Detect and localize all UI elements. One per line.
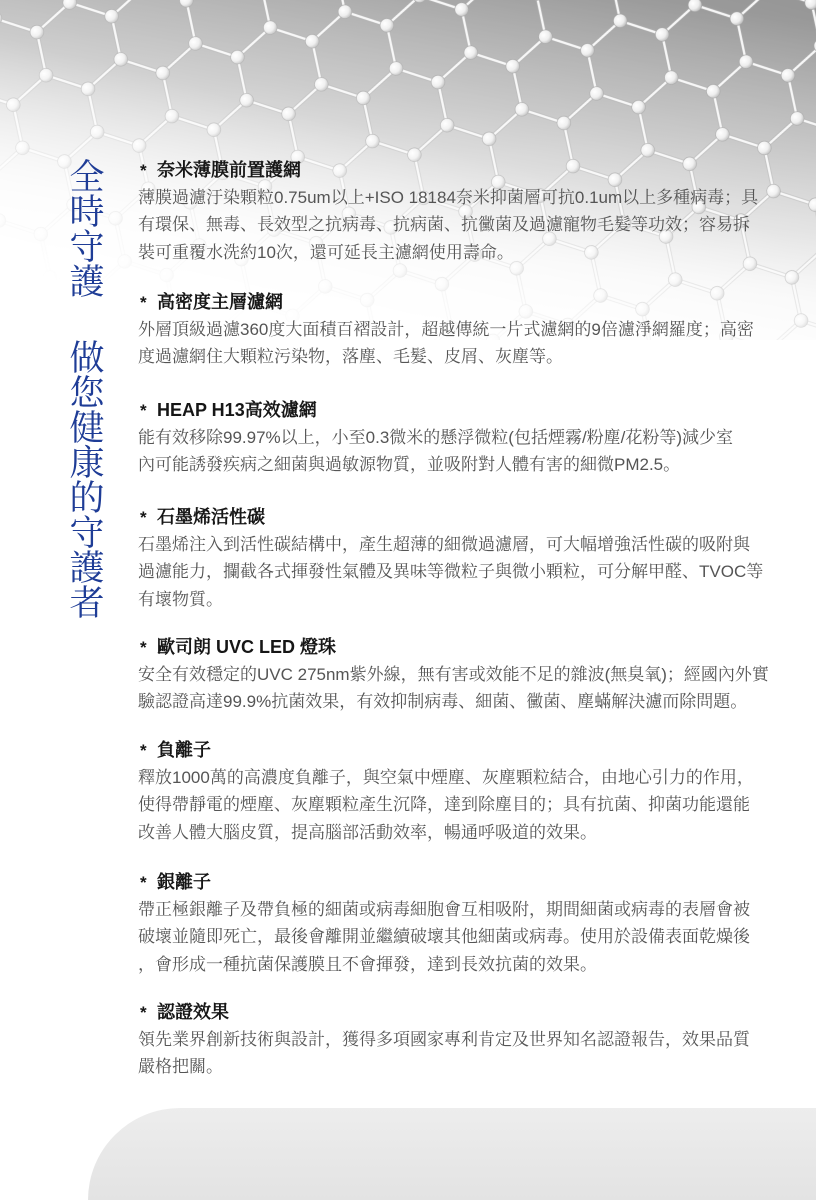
- footer-grey-band: [88, 1108, 816, 1200]
- bullet-asterisk: *: [140, 293, 147, 312]
- feature-description-line: 內可能誘發疾病之細菌與過敏源物質，並吸附對人體有害的細微PM2.5。: [138, 455, 681, 475]
- feature-title: 銀離子: [157, 872, 211, 892]
- feature-description-line: 驗認證高達99.9%抗菌效果，有效抑制病毒、細菌、黴菌、塵蟎解決濾而除問題。: [138, 692, 748, 712]
- slogan-line-1: 全時守護: [65, 158, 104, 298]
- feature-negative-ions: [138, 736, 788, 846]
- feature-certification: [138, 998, 788, 1081]
- feature-title-row: [138, 156, 788, 184]
- feature-description-line: 有壞物質。: [138, 589, 223, 609]
- feature-description-line: 安全有效穩定的UVC 275nm紫外線，無有害或效能不足的雜波(無臭氧)；經國內外實: [138, 665, 769, 684]
- feature-title-row: [138, 503, 788, 531]
- feature-description-line: 領先業界創新技術與設計，獲得多項國家專利肯定及世界知名認證報告，效果品質: [138, 1030, 750, 1049]
- feature-title-row: [138, 736, 788, 764]
- feature-title-row: [138, 868, 788, 896]
- feature-description-line: 能有效移除99.97%以上，小至0.3微米的懸浮微粒(包括煙霧/粉塵/花粉等)減少室: [138, 428, 734, 447]
- feature-title: 負離子: [157, 740, 211, 760]
- feature-title: 認證效果: [157, 1002, 229, 1022]
- bullet-asterisk: *: [140, 161, 147, 180]
- feature-description-line: 度過濾網住大顆粒污染物，落塵、毛髮、皮屑、灰塵等。: [138, 347, 563, 367]
- feature-description-line: 裝可重覆水洗約10次，還可延長主濾網使用壽命。: [138, 242, 514, 262]
- feature-osram-uvc-led: [138, 633, 788, 716]
- feature-description-line: 有環保、無毒、長效型之抗病毒、抗病菌、抗黴菌及過濾寵物毛髮等功效；容易拆: [138, 215, 750, 235]
- bullet-asterisk: *: [140, 1003, 147, 1022]
- feature-description-line: 外層頂級過濾360度大面積百褶設計，超越傳統一片式濾網的9倍濾淨網羅度；高密: [138, 320, 754, 339]
- feature-description-line: 薄膜過濾汙染顆粒0.75um以上+ISO 18184奈米抑菌層可抗0.1um以上多種病毒；具: [138, 188, 759, 207]
- feature-description-line: 釋放1000萬的高濃度負離子，與空氣中煙塵、灰塵顆粒結合，由地心引力的作用，: [138, 768, 754, 787]
- slogan-line-2: 做您健康的守護者: [65, 339, 104, 619]
- feature-title-row: [138, 998, 788, 1026]
- feature-description-line: 過濾能力，攔截各式揮發性氣體及異味等微粒子與微小顆粒，可分解甲醛、TVOC等: [138, 562, 764, 582]
- feature-description-line: ，會形成一種抗菌保護膜且不會揮發，達到長效抗菌的效果。: [138, 954, 597, 974]
- feature-title: 高密度主層濾網: [157, 292, 283, 312]
- bullet-asterisk: *: [140, 873, 147, 892]
- feature-description-line: 石墨烯注入到活性碳結構中，產生超薄的細微過濾層，可大幅增強活性碳的吸附與: [138, 535, 750, 554]
- feature-description-line: 改善人體大腦皮質，提高腦部活動效率，暢通呼吸道的效果。: [138, 822, 597, 842]
- feature-title: 奈米薄膜前置護網: [157, 160, 301, 180]
- feature-description-line: 帶正極銀離子及帶負極的細菌或病毒細胞會互相吸附，期間細菌或病毒的表層會被: [138, 900, 750, 919]
- feature-title: 石墨烯活性碳: [157, 507, 265, 527]
- feature-description-line: 破壞並隨即死亡，最後會離開並繼續破壞其他細菌或病毒。使用於設備表面乾燥後: [138, 927, 750, 947]
- bullet-asterisk: *: [140, 638, 147, 657]
- feature-graphene-activated-carbon: [138, 503, 788, 613]
- feature-nano-membrane-prefilter: [138, 156, 788, 266]
- feature-title-row: [138, 288, 788, 316]
- feature-title-row: [138, 396, 788, 424]
- feature-hepa-h13-filter: [138, 396, 788, 479]
- feature-silver-ions: [138, 868, 788, 978]
- feature-title-row: [138, 633, 788, 661]
- feature-title: 歐司朗 UVC LED 燈珠: [157, 637, 337, 657]
- feature-title: HEAP H13高效濾網: [157, 400, 317, 420]
- feature-high-density-main-filter: [138, 288, 788, 371]
- feature-description-line: 使得帶靜電的煙塵、灰塵顆粒產生沉降，達到除塵目的；具有抗菌、抑菌功能還能: [138, 795, 750, 815]
- bullet-asterisk: *: [140, 401, 147, 420]
- bullet-asterisk: *: [140, 741, 147, 760]
- bullet-asterisk: *: [140, 508, 147, 527]
- feature-description-line: 嚴格把關。: [138, 1057, 223, 1077]
